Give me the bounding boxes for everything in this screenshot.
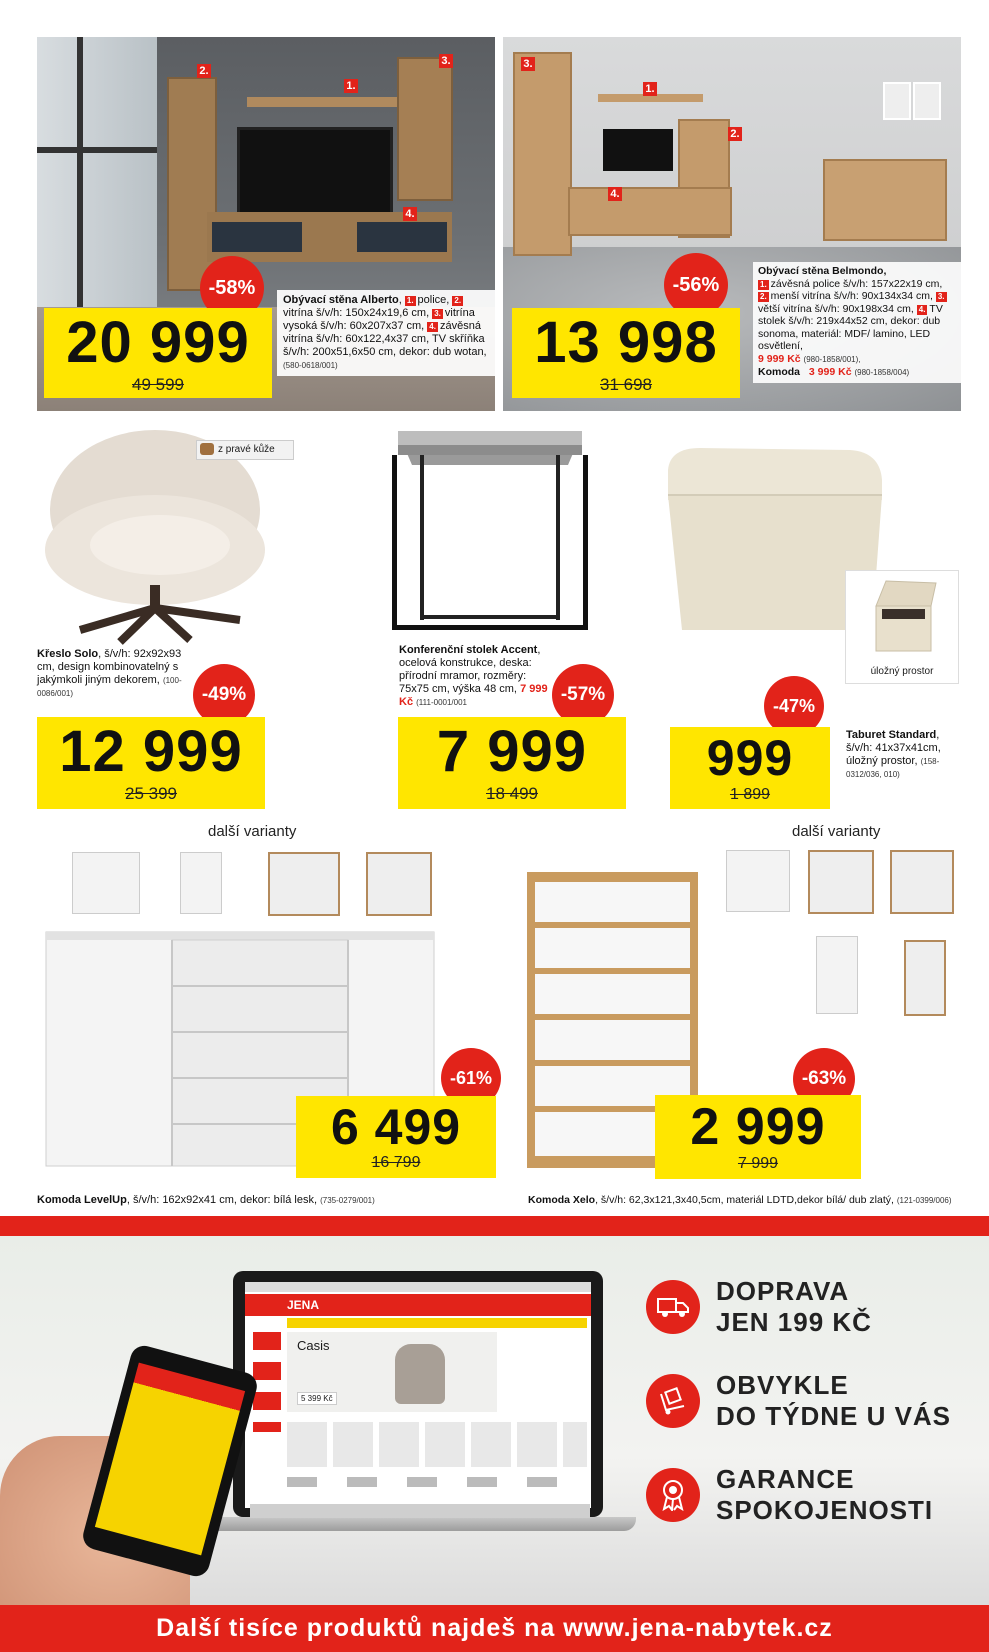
- delivery-cart-icon: [646, 1374, 700, 1428]
- window-frame: [77, 37, 83, 337]
- alberto-description: Obývací stěna Alberto, 1. police, 2.vitrína š/v/h: 150x24x19,6 cm, 3. vitrína vysoká š/v/h: 60x207x37 cm, 4. závěsná vitrína š/v/h: 60x122,4x37 cm, TV skříňka š/v/h: 200x51,6x50 cm, dekor: dub wotan, (580-0618/001): [277, 290, 495, 376]
- leather-badge: [196, 440, 294, 460]
- levelup-description: [37, 1194, 487, 1207]
- site-logo: JENA: [287, 1298, 320, 1312]
- hero-armchair: [395, 1344, 445, 1404]
- price: 12 999: [59, 719, 243, 784]
- desc-line: police: [417, 294, 447, 306]
- variants-label: další varianty: [208, 823, 297, 840]
- product-name: Komoda LevelUp: [37, 1194, 127, 1206]
- marker-1: 1.: [406, 296, 414, 305]
- desc-line: vitrína: [283, 307, 313, 319]
- discount-badge: -63%: [793, 1048, 855, 1110]
- tv: [603, 129, 673, 171]
- position-tag: 4.: [403, 207, 417, 221]
- side-icons: [253, 1332, 281, 1432]
- variant-thumbnail: [726, 850, 790, 912]
- laptop-screen: [245, 1282, 591, 1508]
- desc-line: závěsná vitrína š/v/h: 60x122,4x37 cm,: [283, 320, 481, 345]
- desc-line: vitrína vysoká š/v/h: 60x207x37 cm,: [283, 307, 475, 332]
- tv: [237, 127, 393, 218]
- belmondo-description: [753, 262, 961, 383]
- coffee-table-image: [390, 425, 590, 635]
- price: 7 999: [436, 719, 588, 784]
- window-frame: [37, 147, 157, 153]
- desc-line: menší vitrína š/v/h: 90x134x34 cm,: [770, 290, 933, 302]
- accent-description: [399, 644, 549, 709]
- discount-badge: -61%: [441, 1048, 501, 1108]
- price-box: [655, 1095, 861, 1179]
- variants-label: další varianty: [792, 823, 881, 840]
- discount-badge: -56%: [664, 253, 728, 317]
- price: 20 999: [66, 310, 250, 375]
- tall-vitrine: [513, 52, 572, 256]
- komoda: [823, 159, 947, 241]
- solo-description: [37, 648, 187, 700]
- discount-badge: -58%: [200, 256, 264, 320]
- variant-thumbnail: [904, 940, 946, 1016]
- price-box: [670, 727, 830, 809]
- benefit-line: SPOKOJENOSTI: [716, 1495, 934, 1525]
- open-pouffe-icon: [846, 571, 958, 661]
- price: 13 998: [534, 310, 718, 375]
- product-code: (980-1858/004): [854, 368, 910, 377]
- komoda-label: Komoda: [758, 366, 800, 378]
- leather-label: z pravé kůže: [218, 444, 275, 455]
- divider-line: [0, 1216, 989, 1236]
- marker-4: 4.: [429, 322, 436, 331]
- variant-thumbnail: [268, 852, 340, 916]
- old-price: 31 698: [600, 375, 652, 394]
- desc-line: TV stolek š/v/h: 219x44x52 cm,: [758, 302, 943, 327]
- desc-text: , š/v/h: 41x37x41cm, úložný prostor,: [846, 729, 941, 767]
- site-nav: [287, 1318, 587, 1328]
- tv-stand-front: [357, 222, 447, 252]
- price: 6 499: [330, 1099, 462, 1155]
- desc-text: , š/v/h: 92x92x93 cm, design kombinovatelný s jakýmkoli jiným dekorem,: [37, 648, 182, 686]
- price-box: [44, 308, 272, 398]
- product-code: (158-0312/036, 010): [846, 757, 940, 779]
- position-tag: 2.: [197, 64, 211, 78]
- old-price: 18 499: [486, 784, 538, 803]
- hanging-vitrine: [397, 57, 453, 201]
- browser-bar: [245, 1282, 591, 1292]
- price-box: [398, 717, 626, 809]
- product-code: (580-0618/001): [283, 361, 338, 370]
- variant-thumbnail: [816, 936, 858, 1014]
- benefit-line: OBVYKLE: [716, 1370, 849, 1400]
- variant-thumbnail: [72, 852, 140, 914]
- variant-thumbnail: [366, 852, 432, 916]
- discount-badge: -47%: [764, 676, 824, 736]
- marker-2: 2.: [454, 296, 462, 305]
- position-tag: 2.: [728, 127, 742, 141]
- xelo-description: [528, 1194, 968, 1207]
- benefit-line: JEN 199 KČ: [716, 1307, 872, 1337]
- desc-text: , š/v/h: 62,3x121,3x40,5cm, materiál LDTD,dekor bílá/ dub zlatý,: [595, 1194, 894, 1206]
- old-price: 16 799: [371, 1154, 421, 1171]
- marker-1: 1.: [760, 279, 767, 289]
- position-tag: 1.: [643, 82, 657, 96]
- price: 999: [706, 730, 794, 786]
- desc-text: , š/v/h: 162x92x41 cm, dekor: bílá lesk,: [126, 1194, 318, 1206]
- position-tag: 4.: [608, 187, 622, 201]
- product-strip: [287, 1422, 587, 1467]
- product-name: Obývací stěna Belmondo,: [758, 265, 887, 277]
- product-code: (735-0279/001): [320, 1196, 375, 1205]
- picture: [883, 82, 911, 120]
- variant-thumbnails: [70, 850, 430, 915]
- brand-row: [287, 1477, 587, 1487]
- position-tag: 3.: [521, 57, 535, 71]
- footer-banner[interactable]: Další tisíce produktů najdeš na www.jena-nabytek.cz: [0, 1605, 989, 1652]
- variant-thumbnails: [722, 848, 962, 1018]
- laptop-base: [200, 1517, 636, 1531]
- discount-badge: -49%: [193, 664, 255, 726]
- product-code: (100-0086/001): [37, 676, 182, 698]
- leather-icon: [200, 443, 214, 455]
- position-tag: 3.: [439, 54, 453, 68]
- tv-stand-front: [212, 222, 302, 252]
- set-price: 9 999 Kč: [758, 352, 801, 365]
- price-box: [512, 308, 740, 398]
- product-name: Obývací stěna Alberto: [283, 294, 399, 306]
- benefit-guarantee: [646, 1464, 933, 1526]
- desc-line: větší vitrína š/v/h: 90x198x34 cm,: [758, 302, 914, 315]
- position-tag: 1.: [344, 79, 358, 93]
- keyboard: [250, 1504, 590, 1518]
- benefit-line: GARANCE: [716, 1464, 855, 1494]
- variant-thumbnail: [808, 850, 874, 914]
- discount-badge: -57%: [552, 664, 614, 726]
- marker-3: 3.: [937, 292, 945, 301]
- price-box: [296, 1096, 496, 1178]
- product-name: Konferenční stolek Accent: [399, 644, 538, 656]
- product-name: Křeslo Solo: [37, 648, 99, 660]
- variant-thumbnail: [890, 850, 954, 914]
- old-price: 25 399: [125, 784, 177, 803]
- desc-line: závěsná police š/v/h: 157x22x19 cm,: [770, 277, 943, 290]
- price: 2 999: [690, 1098, 826, 1156]
- storage-photo: [845, 570, 959, 684]
- taburet-description: [846, 729, 956, 781]
- storage-label: úložný prostor: [870, 666, 934, 677]
- old-price: 1 899: [729, 786, 771, 803]
- price-box: [37, 717, 265, 809]
- marker-3: 3.: [434, 309, 441, 318]
- truck-icon: [646, 1280, 700, 1334]
- product-name: Taburet Standard: [846, 729, 937, 741]
- promo-banner: [0, 1236, 989, 1605]
- tv-stand: [568, 187, 732, 236]
- desc-line: TV skříňka š/v/h: 200x51,6x50 cm, dekor: dub wotan,: [283, 333, 487, 358]
- old-price: 49 599: [132, 375, 184, 394]
- benefit-speed: [646, 1370, 951, 1432]
- desc-text: , ocelová konstrukce, deska: přírodní mramor, rozměry: 75x75 cm, výška 48 cm,: [399, 644, 541, 695]
- red-price: 7 999 Kč: [399, 683, 548, 708]
- marker-4: 4.: [918, 304, 926, 314]
- product-code: (980-1858/001),: [803, 354, 861, 364]
- desc-line: dekor: dub sonoma, materiál: MDF/ lamino, LED osvětlení,: [758, 315, 941, 352]
- komoda-price: 3 999 Kč: [808, 366, 852, 378]
- desc-line: š/v/h: 150x24x19,6 cm,: [316, 307, 430, 319]
- old-price: 7 999: [737, 1155, 779, 1172]
- award-ribbon-icon: [646, 1468, 700, 1522]
- variant-thumbnail: [180, 852, 222, 914]
- benefit-line: DOPRAVA: [716, 1276, 850, 1306]
- hero-price: 5 399 Kč: [297, 1392, 337, 1405]
- hero-title: Casis: [297, 1338, 330, 1353]
- benefit-line: DO TÝDNE U VÁS: [716, 1401, 952, 1431]
- product-code: (111-0001/001: [416, 698, 467, 707]
- product-code: (121-0399/006): [896, 1196, 952, 1205]
- benefit-delivery: [646, 1276, 872, 1338]
- picture: [913, 82, 941, 120]
- marker-2: 2.: [760, 292, 767, 301]
- product-name: Komoda Xelo: [528, 1194, 596, 1206]
- wall-shelf: [247, 97, 397, 107]
